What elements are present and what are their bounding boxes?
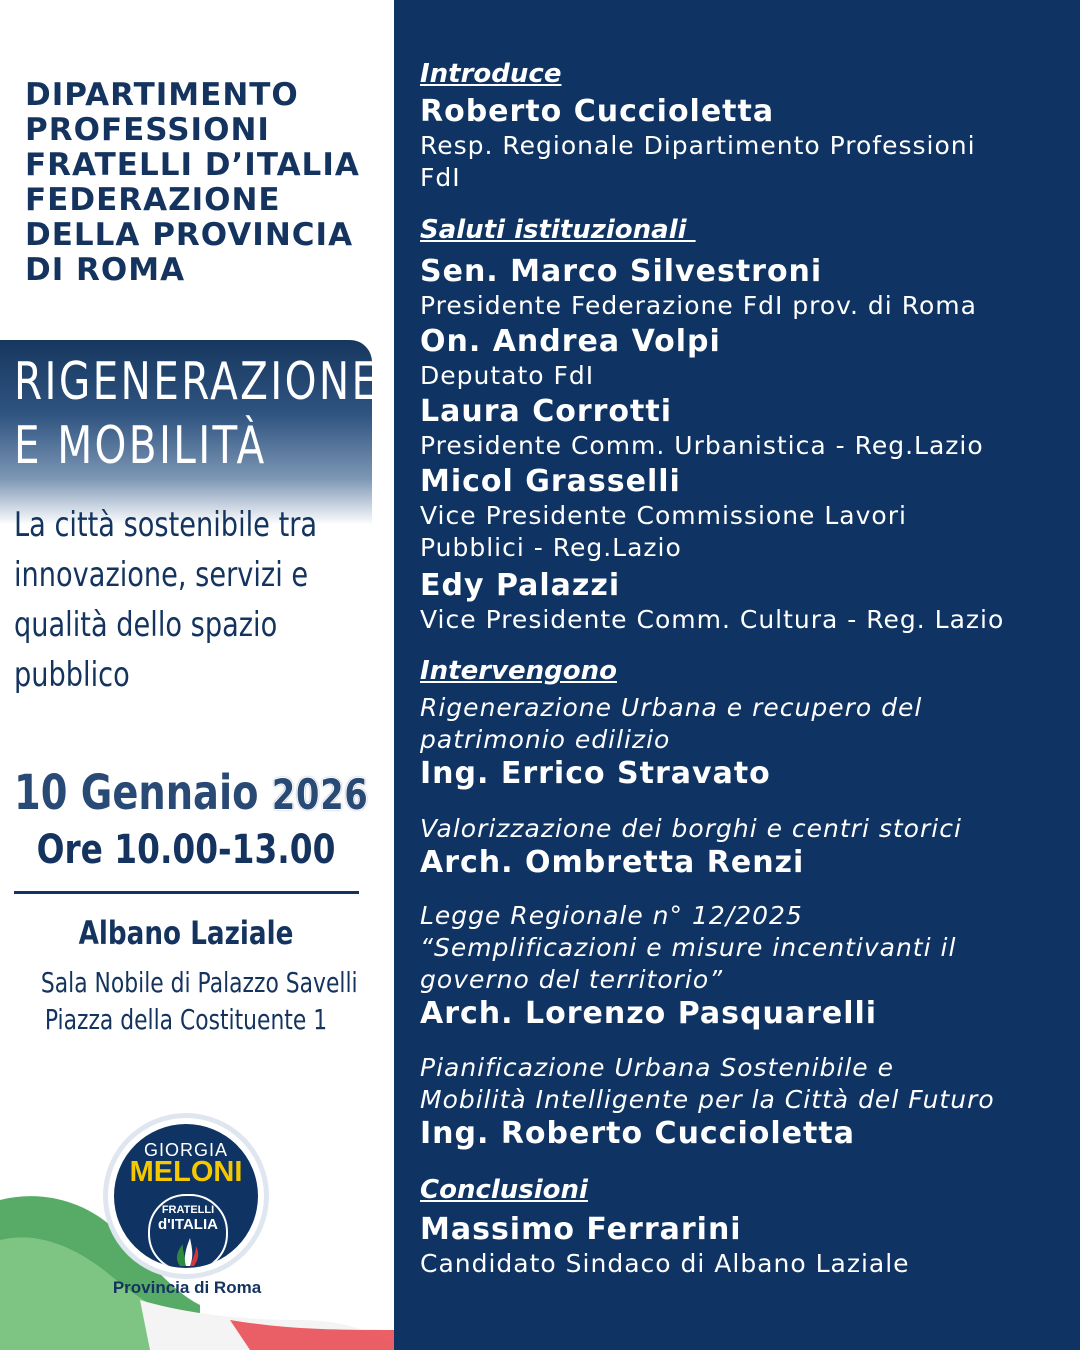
speaker-name: Ing. Errico Stravato	[420, 756, 771, 791]
logo-line4: d'ITALIA	[158, 1216, 218, 1233]
logo-caption: Provincia di Roma	[112, 1278, 262, 1297]
event-date-day-month: 10 Gennaio	[14, 765, 259, 821]
speaker-role: FdI	[420, 163, 461, 192]
subtitle-line: pubblico	[14, 655, 130, 695]
department-line: DI ROMA	[25, 252, 186, 288]
speaker-role: Resp. Regionale Dipartimento Professioni	[420, 131, 976, 160]
event-date	[14, 764, 369, 824]
section-heading: Introduce	[420, 59, 562, 89]
talk-topic: governo del territorio”	[420, 965, 724, 994]
section-introduce	[420, 58, 1070, 194]
talk-topic: Mobilità Intelligente per la Città del Futuro	[420, 1085, 995, 1114]
department-heading	[25, 78, 385, 288]
event-title-line: E MOBILITÀ	[14, 416, 267, 476]
talk-topic: Valorizzazione dei borghi e centri storici	[420, 814, 962, 843]
talk	[420, 813, 1070, 881]
speaker-name: Edy Palazzi	[420, 568, 621, 603]
party-logo	[108, 1118, 264, 1274]
speaker-name: Roberto Cuccioletta	[420, 94, 775, 129]
logo-circle	[114, 1124, 258, 1268]
speaker-role: Presidente Federazione FdI prov. di Roma	[420, 291, 977, 320]
section-conclusioni	[420, 1174, 1070, 1280]
speaker-name: Micol Grasselli	[420, 464, 681, 499]
speaker-name: Ing. Roberto Cuccioletta	[420, 1116, 855, 1151]
section-saluti	[420, 214, 1070, 246]
section-heading: Intervengono	[420, 656, 618, 686]
talk	[420, 1052, 1070, 1152]
talk-topic: Legge Regionale n° 12/2025	[420, 901, 803, 930]
speaker	[420, 464, 1070, 564]
speaker-role: Pubblici - Reg.Lazio	[420, 533, 682, 562]
section-heading: Conclusioni	[420, 1175, 588, 1205]
logo-line1: GIORGIA	[143, 1140, 228, 1160]
event-date-year: 2026	[271, 770, 369, 819]
event-city: Albano Laziale	[78, 914, 294, 952]
speaker-name: Arch. Lorenzo Pasquarelli	[420, 996, 878, 1031]
speaker-role: Candidato Sindaco di Albano Laziale	[420, 1249, 910, 1278]
speaker-name: Massimo Ferrarini	[420, 1212, 742, 1247]
section-intervengono	[420, 655, 1070, 687]
talk	[420, 900, 1070, 1032]
subtitle-line: qualità dello spazio	[14, 605, 278, 645]
talk-topic: Rigenerazione Urbana e recupero del	[420, 693, 923, 722]
speaker-name: Arch. Ombretta Renzi	[420, 845, 805, 880]
event-title	[14, 350, 380, 478]
speaker	[420, 394, 1070, 462]
speaker-role: Presidente Comm. Urbanistica - Reg.Lazio	[420, 431, 984, 460]
speaker-name: On. Andrea Volpi	[420, 324, 721, 359]
section-heading: Saluti istituzionali	[420, 215, 696, 245]
event-venue: Sala Nobile di Palazzo Savelli	[40, 966, 358, 999]
talk-topic: patrimonio edilizio	[420, 725, 671, 754]
event-time: Ore 10.00-13.00	[36, 827, 336, 873]
event-subtitle	[14, 500, 317, 700]
event-title-line: RIGENERAZIONE	[14, 352, 380, 412]
flame-icon	[150, 1232, 226, 1268]
divider	[14, 891, 359, 894]
talk	[420, 692, 1070, 792]
subtitle-line: La città sostenibile tra	[14, 505, 318, 545]
speaker-name: Sen. Marco Silvestroni	[420, 254, 823, 289]
speaker-name: Laura Corrotti	[420, 394, 672, 429]
left-panel	[0, 0, 394, 1350]
logo-line3: FRATELLI	[161, 1204, 215, 1216]
department-line: FRATELLI D’ITALIA	[25, 147, 360, 183]
department-line: PROFESSIONI	[25, 112, 270, 148]
logo-badge	[148, 1194, 228, 1268]
event-address: Piazza della Costituente 1	[44, 1003, 328, 1036]
department-line: DIPARTIMENTO	[25, 77, 299, 113]
speaker	[420, 324, 1070, 392]
speaker-role: Vice Presidente Commissione Lavori	[420, 501, 907, 530]
department-line: DELLA PROVINCIA	[25, 217, 354, 253]
speaker	[420, 254, 1070, 322]
logo-line2: MELONI	[129, 1156, 243, 1188]
talk-topic: Pianificazione Urbana Sostenibile e	[420, 1053, 894, 1082]
subtitle-line: innovazione, servizi e	[14, 555, 309, 595]
speaker-role: Vice Presidente Comm. Cultura - Reg. Lazio	[420, 605, 1005, 634]
department-line: FEDERAZIONE	[25, 182, 281, 218]
speaker	[420, 568, 1070, 636]
talk-topic: “Semplificazioni e misure incentivanti il	[420, 933, 957, 962]
speaker-role: Deputato FdI	[420, 361, 595, 390]
